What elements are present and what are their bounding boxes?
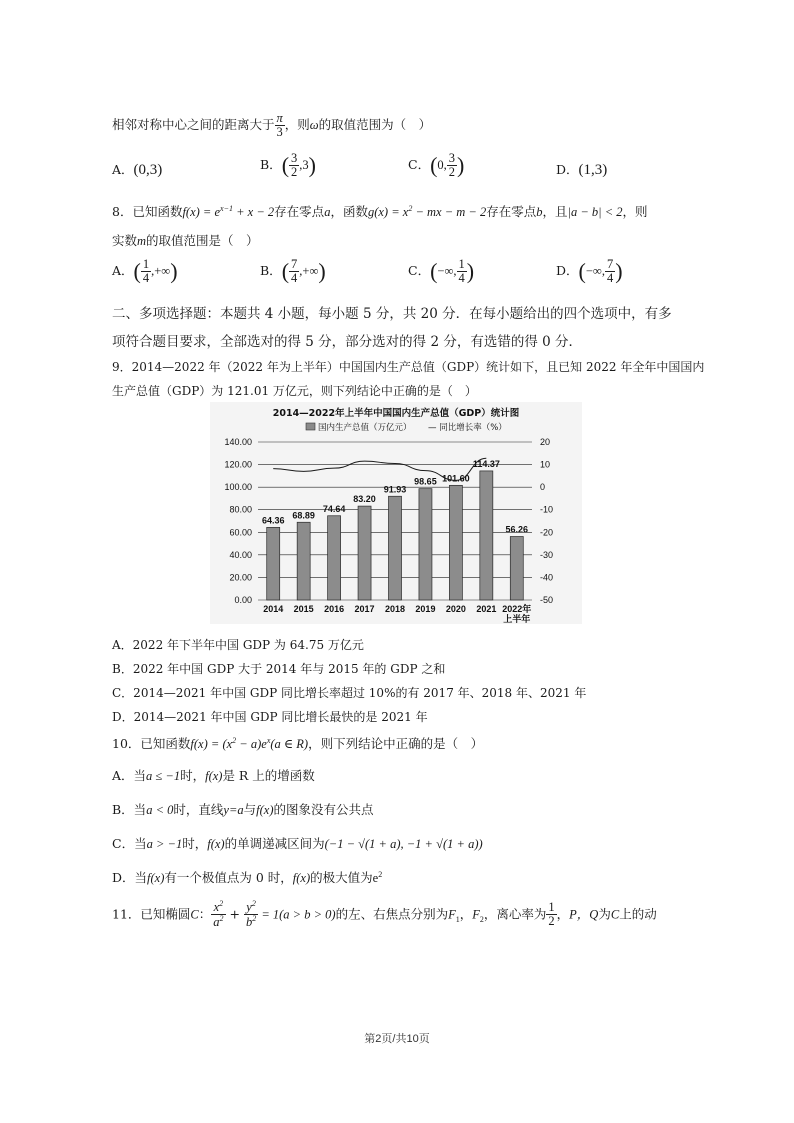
chart-title: 2014—2022年上半年中国国内生产总值（GDP）统计图 (272, 408, 520, 419)
gdp-bar (328, 516, 341, 600)
q9-stem-line1: 9．2014—2022 年（2022 年为上半年）中国国内生产总值（GDP）统计如下，且已知 2022 年全年中国国内 (112, 360, 705, 374)
legend-bar-label: 国内生产总值（万亿元） (318, 423, 412, 433)
q7-option-a[interactable]: A．(0,3) (112, 162, 163, 178)
left-tick-label: 20.00 (229, 572, 252, 583)
left-tick-label: 100.00 (224, 482, 252, 493)
q9-option-c[interactable]: C．2014—2021 年中国 GDP 同比增长率超过 10%的有 2017 年、2018 年、2021 年 (112, 686, 587, 700)
bar-value-label: 56.26 (505, 524, 529, 535)
right-tick-label: 10 (540, 459, 551, 470)
q8-option-d[interactable]: D．(−∞, $\frac{7}{4}$ ) (556, 257, 623, 286)
left-tick-label: 80.00 (229, 504, 252, 515)
q10-option-b[interactable]: B．当a < 0时，直线y=a与f(x)的图象没有公共点 (112, 802, 374, 817)
gdp-bar (510, 537, 523, 600)
q9-option-b[interactable]: B．2022 年中国 GDP 大于 2014 年与 2015 年的 GDP 之和 (112, 662, 446, 676)
right-tick-label: 20 (540, 437, 551, 447)
q11-frac-y: $\frac{y^2}{b^2}$ (245, 899, 257, 930)
right-tick-label: -10 (540, 504, 554, 515)
bar-value-label: 101.60 (442, 473, 470, 484)
bar-value-label: 91.93 (383, 484, 407, 495)
x-tick-label: 2019 (415, 604, 436, 614)
left-tick-label: 140.00 (224, 437, 252, 447)
x-tick-label: 2020 (445, 604, 466, 614)
q7-fraction: $\frac{\pi}{3}$ (276, 111, 283, 140)
legend-line-label: — 同比增长率（%） (428, 423, 507, 433)
left-tick-label: 120.00 (224, 459, 252, 470)
q9-option-d[interactable]: D．2014—2021 年中国 GDP 同比增长最快的是 2021 年 (112, 710, 428, 724)
q11-stem: 11．已知椭圆C： $\frac{x^2}{a^2}$ + $\frac{y^2}{b^2}$ = 1(a > b > 0)的左、右焦点分别为$F_1$，$F_2$，离心率为 $\frac{1}{2}$ ，P，Q为C上的动 (112, 899, 657, 930)
bar-value-label: 114.37 (472, 458, 500, 469)
q9-stem-line2: 生产总值（GDP）为 121.01 万亿元，则下列结论中正确的是（ ） (112, 384, 477, 398)
left-tick-label: 60.00 (229, 527, 252, 538)
q7-option-b[interactable]: B．( $\frac{3}{2}$ ,3) (260, 151, 316, 180)
q8-stem-line2: 实数m的取值范围是（ ） (112, 233, 259, 248)
gdp-bar (297, 522, 310, 600)
x-tick-label: 2021 (476, 604, 497, 614)
gdp-bar (449, 485, 462, 600)
section2-heading-line1: 二、多项选择题：本题共 4 小题，每小题 5 分，共 20 分．在每小题给出的四个选项中，有多 (112, 306, 672, 322)
x-tick-label: 2015 (293, 604, 314, 614)
q10-option-d[interactable]: D．当f(x)有一个极值点为 0 时，f(x)的极大值为$e^2$ (112, 869, 383, 885)
right-tick-label: -50 (540, 595, 554, 605)
gdp-bar (358, 506, 371, 600)
q8-option-c[interactable]: C．(−∞, $\frac{1}{4}$ ) (408, 257, 475, 286)
x-tick-label: 2016 (324, 604, 345, 614)
x-tick-label: 上半年 (503, 614, 531, 624)
q8-option-b[interactable]: B．( $\frac{7}{4}$ ,+∞) (260, 257, 326, 286)
q10-option-a[interactable]: A．当a ≤ −1时，f(x)是 R 上的增函数 (112, 768, 315, 783)
q11-frac-x: $\frac{x^2}{a^2}$ (213, 899, 224, 930)
right-tick-label: -40 (540, 572, 554, 583)
page-footer: 第2页/共10页 (364, 1033, 430, 1045)
bar-value-label: 83.20 (353, 494, 376, 505)
right-tick-label: 0 (540, 482, 546, 493)
gdp-bar (419, 489, 432, 600)
bar-value-label: 98.65 (414, 476, 437, 487)
q7-option-d[interactable]: D．(1,3) (556, 162, 608, 178)
left-tick-label: 0.00 (234, 595, 252, 605)
gdp-bar (480, 471, 493, 600)
q7-text: 相邻对称中心之间的距离大于 (112, 117, 275, 133)
q7-option-c[interactable]: C．(0, $\frac{3}{2}$ ) (408, 151, 465, 180)
x-tick-label: 2018 (384, 604, 406, 614)
x-tick-label: 2014 (263, 604, 284, 614)
q11-eccentricity: $\frac{1}{2}$ (548, 900, 555, 929)
x-tick-label: 2022年 (502, 604, 532, 614)
q7-stem-line: 相邻对称中心之间的距离大于 $\frac{\pi}{3}$ ，则ω的取值范围为（ ） (112, 111, 432, 140)
x-tick-label: 2017 (354, 604, 375, 614)
q8-option-a[interactable]: A．( $\frac{1}{4}$ ,+∞) (112, 257, 178, 286)
q10-option-c[interactable]: C．当a > −1时，f(x)的单调递减区间为(−1 − √(1 + a), −1 + √(1 + a)) (112, 836, 483, 851)
gdp-bar (389, 496, 402, 600)
q10-stem: 10．已知函数$f(x) = (x^2 - a)e^x(a$ ∈ R)，则下列结论中正确的是（ ） (112, 735, 484, 751)
bar-value-label: 74.64 (322, 503, 346, 514)
gdp-chart (210, 402, 582, 624)
q9-option-a[interactable]: A．2022 年下半年中国 GDP 为 64.75 万亿元 (112, 638, 364, 652)
right-tick-label: -20 (540, 527, 554, 538)
right-tick-label: -30 (540, 549, 554, 560)
q8-stem-line1: 8．已知函数$f(x) = e^{x-1} + x - 2$存在零点a，函数$g(x) = x^2$ − mx − m − 2存在零点b，且|a − b| < 2，则 (112, 203, 648, 219)
left-tick-label: 40.00 (229, 549, 252, 560)
bar-value-label: 64.36 (261, 515, 285, 526)
bar-value-label: 68.89 (292, 510, 315, 521)
gdp-bar (267, 527, 280, 600)
legend-bar-swatch (306, 423, 315, 430)
section2-heading-line2: 项符合题目要求，全部选对的得 5 分，部分选对的得 2 分，有选错的得 0 分． (112, 334, 583, 350)
